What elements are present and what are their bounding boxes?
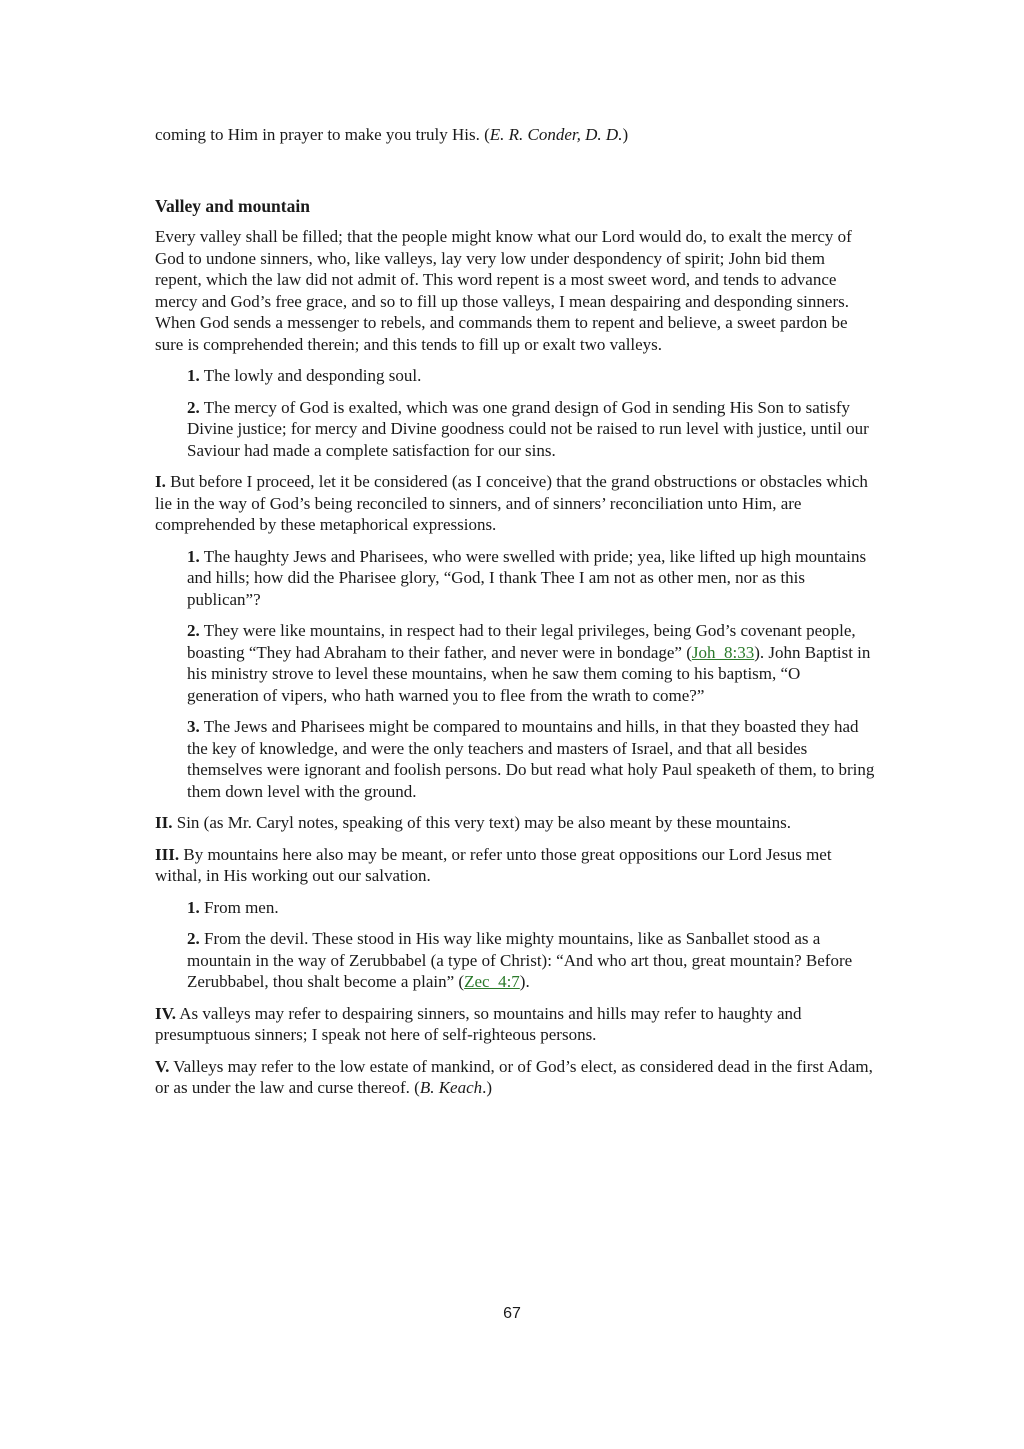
spacer [155, 156, 875, 196]
scripture-link[interactable]: Joh_8:33 [691, 642, 755, 662]
roman-section: I. But before I proceed, let it be considered (as I conceive) that the grand obstructions or obstacles which lie in the way of God’s being reconciled to sinners, and of sinners’ reconciliation unto Him, are comprehended by these metaphorical expressions. [155, 472, 868, 534]
paragraph: Every valley shall be filled; that the people might know what our Lord would do, to exalt the mercy of God to undone sinners, who, like valleys, lay very low under despondency of spirit; John bid them repent, which the law did not admit of. This word repent is a most sweet word, and tends to advance mercy and God’s free grace, and so to fill up those valleys, I mean despairing and desponding sinners. When God sends a messenger to rebels, and commands them to repent and believe, a sweet pardon be sure is comprehended therein; and this tends to fill up or exalt two valleys. [155, 227, 852, 354]
section-heading: Valley and mountain [155, 195, 310, 216]
list-item: 3. The Jews and Pharisees might be compared to mountains and hills, in that they boasted they had the key of knowledge, and were the only teachers and masters of Israel, and that all besides themselves were ignorant and foolish persons. Do but read what holy Paul speaketh of them, to bring them down level with the ground. [187, 717, 875, 801]
list-item: 1. The lowly and desponding soul. [187, 366, 422, 385]
page-number: 67 [503, 1305, 521, 1322]
roman-section: IV. As valleys may refer to despairing sinners, so mountains and hills may refer to haughty and presumptuous sinners; I speak not here of self-righteous persons. [155, 1003, 802, 1044]
author-citation: E. R. Conder, D. D. [489, 125, 623, 144]
roman-section: V. Valleys may refer to the low estate of mankind, or of God’s elect, as considered dead in the first Adam, or as under the law and curse thereof. (B. Keach.) [155, 1056, 873, 1097]
list-item: 1. The haughty Jews and Pharisees, who were swelled with pride; yea, like lifted up high mountains and hills; how did the Pharisee glory, “God, I thank Thee I am not as other men, nor as this publican”? [187, 546, 867, 609]
list-item: 2. From the devil. These stood in His way like mighty mountains, like as Sanballet stood as a mountain in the way of Zerubbabel (a type of Christ): “And who art thou, great mountain? Before Zerubbabel, thou shalt become a plain” (Zec_4:7). [187, 929, 853, 991]
scripture-link[interactable]: Zec_4:7 [464, 972, 520, 991]
author-citation: B. Keach [419, 1078, 483, 1097]
list-item: 2. The mercy of God is exalted, which was one grand design of God in sending His Son to satisfy Divine justice; for mercy and Divine goodness could not be raised to run level with justice, until our Saviour had made a complete satisfaction for our sins. [187, 397, 869, 460]
intro-paragraph: coming to Him in prayer to make you truly His. (E. R. Conder, D. D.) [155, 125, 629, 144]
list-item: 1. From men. [187, 897, 279, 917]
list-item: 2. They were like mountains, in respect had to their legal privileges, being God’s covenant people, boasting “They had Abraham to their father, and never were in bondage” (Joh_8:33). John Baptist in his ministry strove to level these mountains, when he saw them coming to his baptism, “O generation of vipers, who hath warned you to flee from the wrath to come?” [187, 621, 871, 705]
roman-section: III. By mountains here also may be meant, or refer unto those great oppositions our Lord Jesus met withal, in His working out our salvation. [155, 844, 832, 885]
text-column [155, 124, 875, 1109]
roman-section: II. Sin (as Mr. Caryl notes, speaking of this very text) may be also meant by these mountains. [155, 813, 791, 832]
